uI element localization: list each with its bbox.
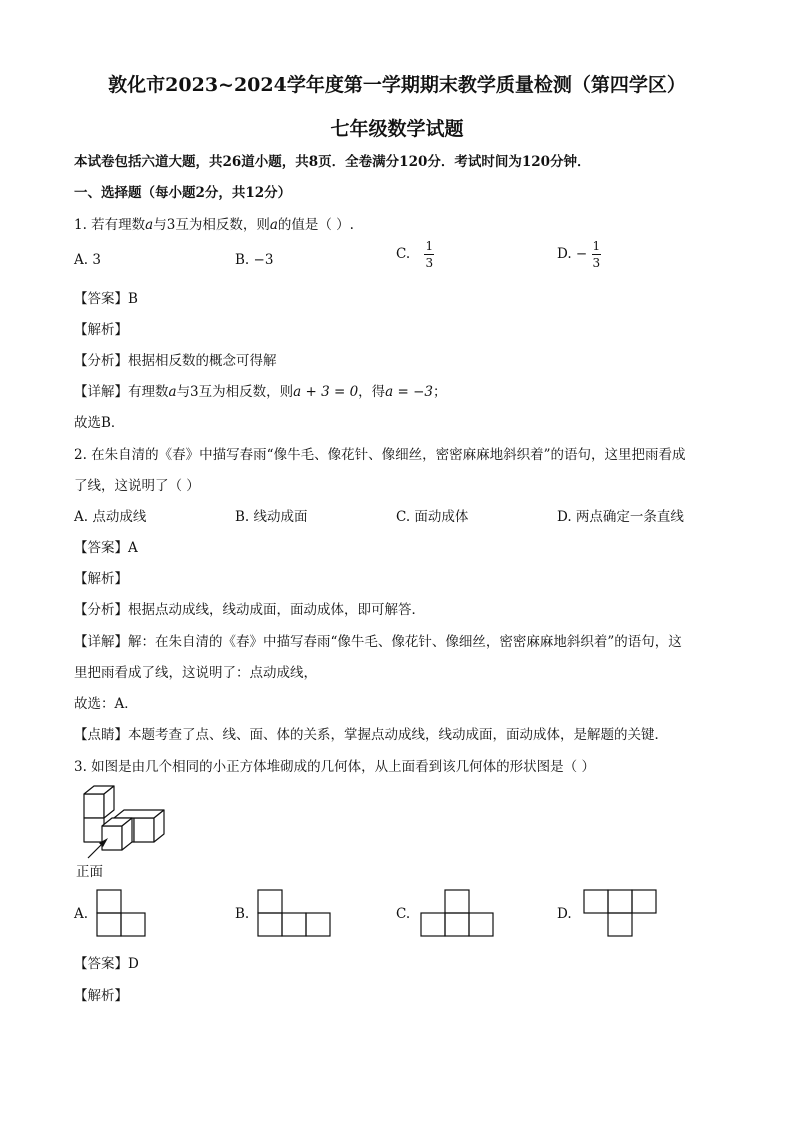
cube-face [102, 826, 122, 850]
exam-intro: 本试卷包括六道大题，共26道小题，共8页．全卷满分120分．考试时间为120分钟． [74, 154, 591, 170]
q1-guxuan: 故选B． [74, 415, 125, 431]
exam-title: 敦化市2023~2024学年度第一学期期末教学质量检测（第四学区） [108, 74, 686, 96]
fraction: $\frac{1}{3}$ [592, 239, 601, 270]
q1-option-c: C. $\frac{1}{3}$ [396, 239, 434, 270]
cube-face [134, 818, 154, 842]
q2-xiangjie-line2: 里把雨看成了线，这说明了：点动成线， [74, 665, 317, 681]
q2-option-a: A. 点动成线 [74, 509, 147, 525]
exam-subtitle: 七年级数学试题 [330, 118, 464, 140]
q3-option-d-label: D. [557, 906, 572, 922]
fraction: $\frac{1}{3}$ [425, 239, 434, 270]
section-heading: 一、选择题（每小题2分，共12分） [74, 185, 292, 201]
q3-option-b-label: B. [235, 906, 250, 922]
q2-stem-line1: 2. 在朱自清的《春》中描写春雨“像牛毛、像花针、像细丝，密密麻麻地斜织着”的语句，这里把雨看成 [74, 447, 686, 463]
q1-xiangjie: 【详解】有理数a与3互为相反数，则a + 3 = 0，得a = −3； [74, 384, 447, 400]
q1-jiexi: 【解析】 [74, 322, 128, 338]
q2-jiexi: 【解析】 [74, 571, 128, 587]
q3-jiexi: 【解析】 [74, 988, 128, 1004]
q3-answer: 【答案】D [74, 956, 139, 972]
q3-option-c-figure [419, 888, 497, 938]
q2-fenxi: 【分析】根据点动成线，线动成面，面动成体，即可解答． [74, 602, 425, 618]
q2-option-b: B. 线动成面 [235, 509, 308, 525]
q1-fenxi: 【分析】根据相反数的概念可得解 [74, 353, 277, 369]
cube-face [84, 818, 104, 842]
q1-option-a: A. 3 [74, 252, 101, 268]
q3-stem: 3. 如图是由几个相同的小正方体堆砌成的几何体，从上面看到该几何体的形状图是（ ） [74, 759, 595, 775]
q1-option-b: B. −3 [235, 252, 274, 268]
q2-stem-line2: 了线，这说明了（ ） [74, 478, 200, 494]
cube-stack-figure [78, 782, 188, 860]
q3-option-b-figure [256, 888, 334, 938]
q3-option-a-figure [95, 888, 147, 938]
q2-xiangjie-line1: 【详解】解：在朱自清的《春》中描写春雨“像牛毛、像花针、像细丝，密密麻麻地斜织着”的语句，这 [74, 634, 682, 650]
q3-option-a-label: A. [74, 906, 89, 922]
q1-option-d: D. − $\frac{1}{3}$ [557, 239, 601, 270]
front-label: 正面 [76, 864, 103, 880]
q2-answer: 【答案】A [74, 540, 138, 556]
q3-option-c-label: C. [396, 906, 411, 922]
q1-answer: 【答案】B [74, 291, 138, 307]
cube-face [84, 794, 104, 818]
q2-option-d: D. 两点确定一条直线 [557, 509, 684, 525]
q1-stem: 1. 若有理数a与3互为相反数，则a的值是（ ）. [74, 217, 354, 233]
q2-option-c: C. 面动成体 [396, 509, 469, 525]
q2-dianjing: 【点睛】本题考查了点、线、面、体的关系，掌握点动成线，线动成面，面动成体，是解题的关键． [74, 727, 668, 743]
q3-option-d-figure [582, 888, 660, 938]
q2-guxuan: 故选：A． [74, 696, 138, 712]
